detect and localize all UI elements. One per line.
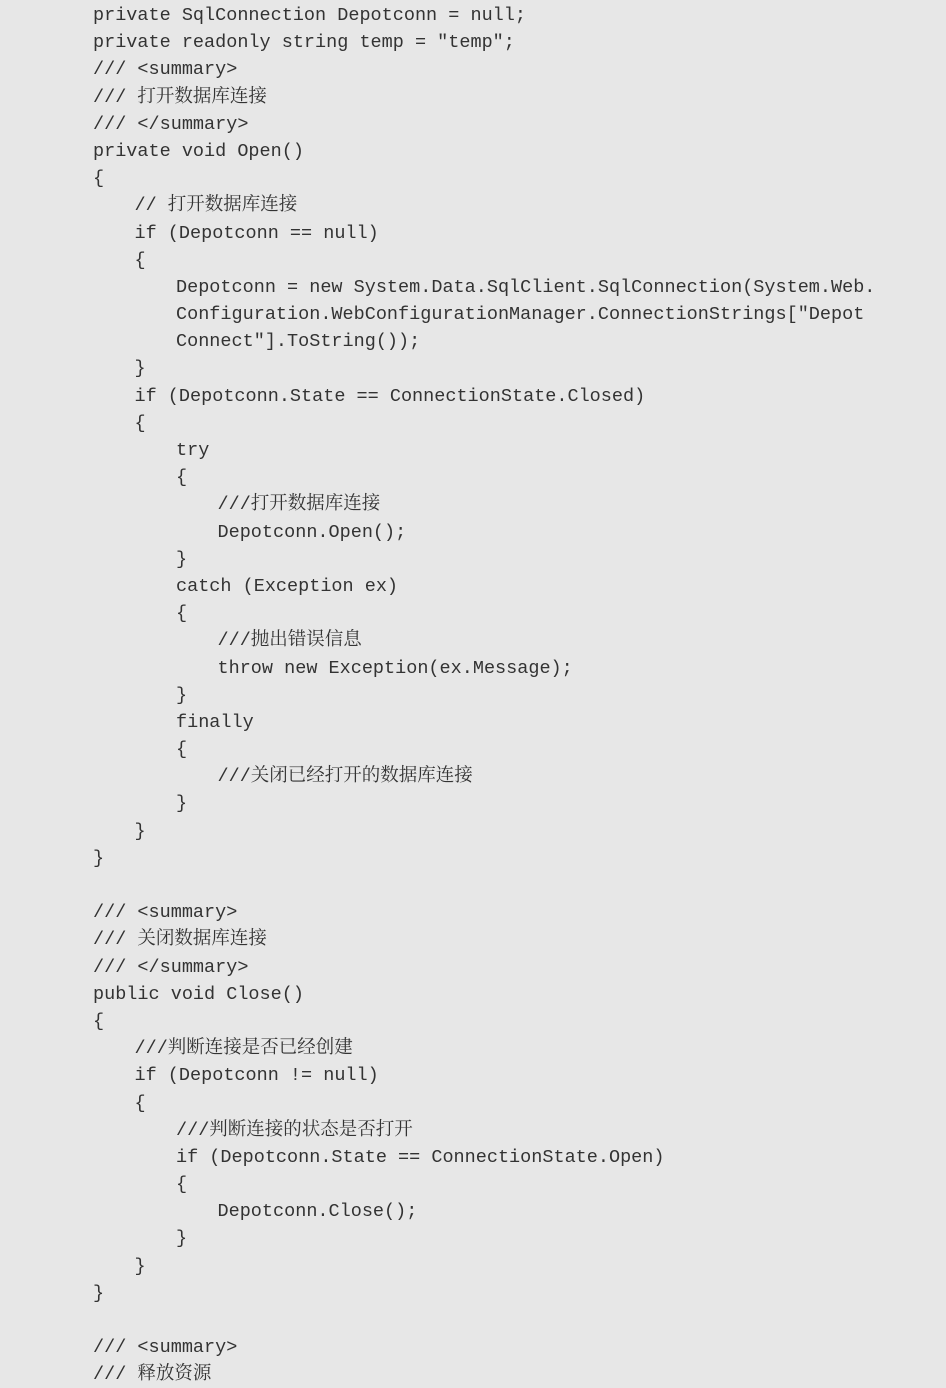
code-listing bbox=[93, 2, 875, 1388]
code-line: ///关闭已经打开的数据库连接 bbox=[217, 766, 473, 788]
code-line: throw new Exception(ex.Message); bbox=[217, 657, 573, 679]
code-line: ///判断连接是否已经创建 bbox=[134, 1038, 353, 1060]
code-line: ///判断连接的状态是否打开 bbox=[176, 1119, 413, 1141]
code-line: { bbox=[134, 249, 146, 271]
code-line: { bbox=[176, 467, 188, 489]
code-line: // 打开数据库连接 bbox=[134, 195, 298, 217]
code-line: /// 关闭数据库连接 bbox=[93, 929, 267, 951]
code-line: private void Open() bbox=[93, 140, 304, 162]
code-line: } bbox=[93, 847, 105, 869]
code-line: { bbox=[93, 1010, 105, 1032]
code-line: { bbox=[176, 739, 188, 761]
code-line: { bbox=[176, 603, 188, 625]
code-line: Depotconn.Close(); bbox=[217, 1201, 418, 1223]
code-line: private readonly string temp = "temp"; bbox=[93, 32, 515, 54]
code-line: } bbox=[134, 820, 146, 842]
code-line: if (Depotconn != null) bbox=[134, 1065, 379, 1087]
code-line: { bbox=[134, 1092, 146, 1114]
code-line: } bbox=[176, 1228, 188, 1250]
code-line: /// <summary> bbox=[93, 59, 238, 81]
code-line: } bbox=[176, 793, 188, 815]
code-line: Connect"].ToString()); bbox=[176, 331, 421, 353]
code-line: if (Depotconn == null) bbox=[134, 222, 379, 244]
code-line: finally bbox=[176, 711, 254, 733]
code-line: /// </summary> bbox=[93, 956, 249, 978]
code-line: } bbox=[176, 684, 188, 706]
code-line: ///打开数据库连接 bbox=[217, 494, 381, 516]
code-line: try bbox=[176, 440, 210, 461]
code-line: /// 释放资源 bbox=[93, 1364, 212, 1386]
code-line: Depotconn.Open(); bbox=[217, 521, 407, 543]
code-line: } bbox=[93, 1282, 105, 1304]
code-line: { bbox=[93, 168, 105, 190]
code-line: { bbox=[176, 1174, 188, 1196]
code-line bbox=[93, 872, 875, 899]
code-line: catch (Exception ex) bbox=[176, 575, 399, 597]
code-line: Configuration.WebConfigurationManager.ConnectionStrings["Depot bbox=[176, 304, 865, 326]
code-line: private SqlConnection Depotconn = null; bbox=[93, 5, 526, 26]
code-line: { bbox=[134, 412, 146, 434]
code-line: ///抛出错误信息 bbox=[217, 630, 362, 652]
code-line: /// <summary> bbox=[93, 902, 238, 924]
code-line: public void Close() bbox=[93, 983, 304, 1005]
code-line: } bbox=[134, 358, 146, 380]
code-line: if (Depotconn.State == ConnectionState.Open) bbox=[176, 1146, 665, 1168]
code-line: if (Depotconn.State == ConnectionState.Closed) bbox=[134, 385, 646, 407]
code-line bbox=[93, 1307, 875, 1334]
code-line: /// 打开数据库连接 bbox=[93, 86, 267, 108]
code-line: Depotconn = new System.Data.SqlClient.SqlConnection(System.Web. bbox=[176, 276, 876, 298]
code-line: /// </summary> bbox=[93, 113, 249, 135]
code-line: /// <summary> bbox=[93, 1337, 238, 1359]
code-line: } bbox=[134, 1255, 146, 1277]
code-line: } bbox=[176, 548, 188, 570]
